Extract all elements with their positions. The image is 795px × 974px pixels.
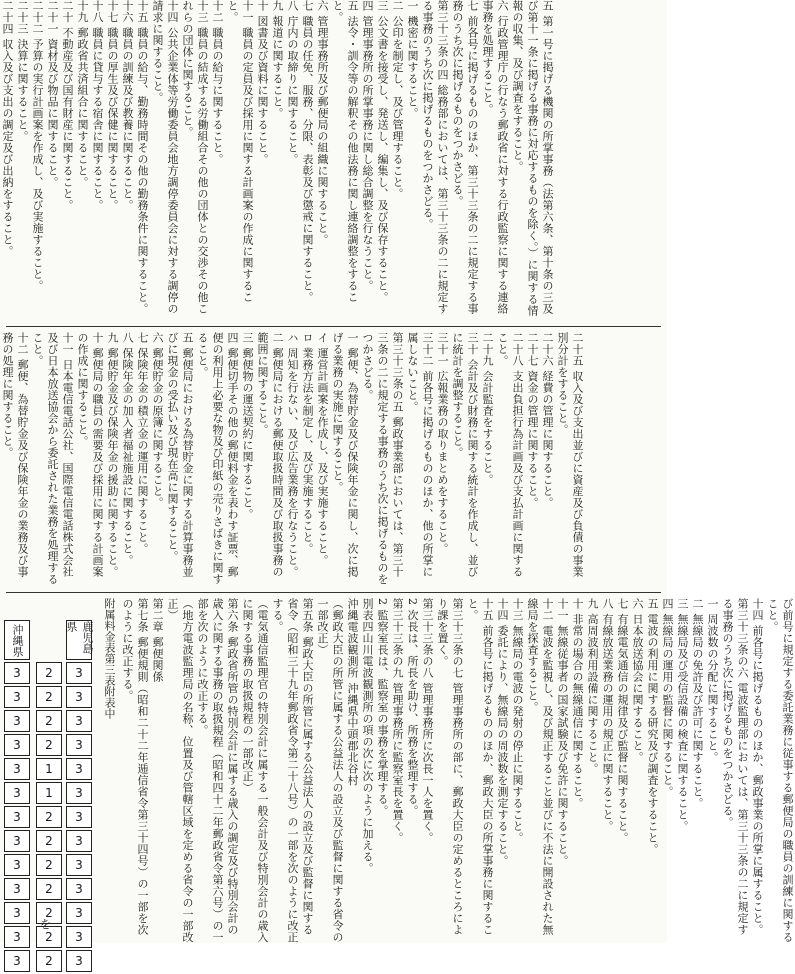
table-cell: 2 bbox=[36, 878, 62, 900]
regulation-text-top bbox=[0, 0, 667, 320]
table-cell: 1 bbox=[36, 758, 62, 780]
table-cell: 3 bbox=[4, 878, 30, 900]
table-column-b bbox=[66, 620, 94, 974]
table-column-c bbox=[4, 620, 32, 974]
table-cell: 3 bbox=[66, 758, 92, 780]
table-cell: 3 bbox=[4, 758, 30, 780]
table-cell: 2 bbox=[36, 854, 62, 876]
table-cell: 2 bbox=[36, 902, 62, 924]
table-cell: 2 bbox=[36, 830, 62, 852]
section-divider bbox=[6, 592, 661, 593]
table-cell: 1 bbox=[36, 782, 62, 804]
table-cell: 3 bbox=[4, 734, 30, 756]
appendix-fee-table bbox=[0, 598, 120, 968]
table-cell: 3 bbox=[4, 926, 30, 948]
middle-section-text: 二十五 収入及び支出並びに資産及び負債の事業別分計をすること。 二十六 経費の管理に関すること。 二十七 資金の管理に関すること。 二十八 支出負担行為計画及び支払計画に関すること。 二十九 会計監査をすること。 三十 会計及び財務に関する統計を作成し、並びに統計を調整すること。 三十一 広報業務の取りまとめをすること。 三十二 前各号に掲げるもののほか、他の所掌に属しないこと。 第三十三条の五 郵政事業部においては、第三十三条の二に規定する事務のうち次に掲げるものをつかさどる。 一 郵便、為替貯金及び保険年金に関し、次に掲げる業務の実施に関すること。 イ 運営計画案を作成し、及び実施すること。 ロ 業務方法を制定し、及び実施すること。 ハ 周知を行ない、及び広告業務を行なうこと。 二 郵便局における郵便取扱時間及び取扱事務の範囲に関すること。 三 郵便物の運送契約に関すること。 四 郵便切手その他の郵便料金を表わす証票、郵便の利用上必要な物及び印紙の売りさばきに関すること。 五 郵便局における為替貯金に関する計算事務並びに現金の受払い及び現在高に関すること。 六 郵便貯金の原簿に関すること。 七 保険年金の積立金の運用に関すること。 八 保険年金の加入者福祉施設に関すること。 九 郵便貯金及び保険年金の援助に関すること。 十 郵便局の職員の需要及び採用に関する計画案の作成に関すること。 十一 日本電信電話公社、国際電信電話株式会社及び日本放送協会から委託された業務を処理すること。 十二 郵便、為替貯金及び保険年金の業務及び事務の処理に関すること。 bbox=[1, 332, 584, 585]
table-header-left: 鹿児島県 bbox=[66, 620, 92, 660]
table-cell: 3 bbox=[66, 662, 92, 684]
table-cell: 3 bbox=[4, 854, 30, 876]
table-cell: 3 bbox=[66, 902, 92, 924]
table-cell: 3 bbox=[4, 950, 30, 972]
table-cell: 3 bbox=[4, 902, 30, 924]
table-cell: 3 bbox=[66, 926, 92, 948]
regulation-text-middle bbox=[0, 332, 667, 587]
table-cell: 2 bbox=[36, 662, 62, 684]
table-cell: 2 bbox=[36, 806, 62, 828]
table-cell: 3 bbox=[4, 686, 30, 708]
table-cell: 3 bbox=[66, 854, 92, 876]
table-cell: 3 bbox=[4, 830, 30, 852]
table-cell: 3 bbox=[66, 734, 92, 756]
table-cell: 3 bbox=[66, 782, 92, 804]
table-cell: 2 bbox=[36, 734, 62, 756]
table-cell: 3 bbox=[4, 782, 30, 804]
table-cell: 3 bbox=[4, 806, 30, 828]
table-caption: 附属料金表第三表附表中 bbox=[103, 598, 116, 719]
table-cell: 3 bbox=[66, 830, 92, 852]
top-section-text: 五 第一号に掲げる機関の所掌事務（法第六条、第十条の三及び第十一条に掲げる事務に対応するものを除く。）に関する情報の収集、及び調査をすること。 六 行政管理庁の行なう郵政省に対する行政監察に関する連絡事務を処理すること。 七 前各号に掲げるもののほか、第三十三条の二に規定する事務のうち次に掲げるものをつかさどる。 第三十三条の四 総務部においては、第三十三条の二に規定する事務のうち次に掲げるものをつかさどる。 一 機密に関すること。 二 公印を制定し、及び管理すること。 三 公文書を接受し、発送し、編集し、及び保存すること。 四 管理事務所の所掌事務に関し総合調整を行なうこと。 五 法令・訓令等の解釈その他法務に関し連絡調整をすること。 六 管理事務所及び郵便局の組織に関すること。 七 職員の任免、服務、分限、表彰及び懲戒に関すること。 八 庁内の取締りに関すること。 九 報道に関すること。 十 図書及び資料に関すること。 十一 職員の定員及び採用に関する計画案の作成に関すること。 十二 職員の給与に関すること。 十三 職員の結成する労働組合その他の団体との交渉その他これらの団体に関すること。 十四 公共企業体等労働委員会地方調停委員会に対する調停の請求に関すること。 十五 職員の給与、勤務時間その他の勤務条件に関すること。 十六 職員の訓練及び教養に関すること。 十七 職員の厚生及び保健に関すること。 十八 職員に貸与する宿舎に関すること。 十九 郵政省共済組合に関すること。 二十 不動産及び国有財産に関すること。 二十一 資材及び物品に関すること。 二十二 予算の実行計画案を作成し、及び実施すること。 二十三 決算に関すること。 二十四 収入及び支出の調定及び出納をすること。 bbox=[1, 0, 554, 317]
table-cell: 2 bbox=[36, 686, 62, 708]
regulation-text-bottom bbox=[120, 598, 794, 943]
table-cell: 3 bbox=[66, 710, 92, 732]
table-cell: 3 bbox=[4, 710, 30, 732]
table-connector: を bbox=[40, 918, 51, 931]
table-cell: 3 bbox=[66, 878, 92, 900]
section-divider bbox=[6, 326, 661, 327]
table-cell: 3 bbox=[66, 806, 92, 828]
table-header-right: 沖縄県 bbox=[4, 620, 30, 660]
table-cell: 2 bbox=[36, 926, 62, 948]
table-cell: 3 bbox=[66, 686, 92, 708]
table-cell: 2 bbox=[36, 710, 62, 732]
table-cell: 2 bbox=[36, 950, 62, 972]
bottom-section-text: び前号に規定する委託業務に従事する郵便局の職員の訓練に関すること。 十四 前各号に掲げるもののほか、郵政事業の所掌に属すること。 第三十三条の六 電波監理部においては、第三十三条の二に規定する事務のうち次に掲げるものをつかさどる。 一 周波数の分配に関すること。 二 無線局の免許及び許可に関すること。 三 無線局及び受信設備の検査に関すること。 四 無線局の運用の監督に関すること。 五 電波の利用に関する研究及び調査をすること。 六 日本放送協会に関すること。 七 有線電気通信の規律及び監督に関すること。 八 有線放送業務の運用の規正に関すること。 九 高周波利用設備に関すること。 十 非常の場合の無線通信に関すること。 十一 無線従事者の国家試験及び免許に関すること。 十二 電波を監視し、及び規正すること並びに不法に開設された無線局を探査すること。 十三 無線局の電波の発射の停止に関すること。 十四 委託により、無線局の周波数を測定すること。 十五 前各号に掲げるもののほか、郵政大臣の所掌事務に関すること。 第三十三条の七 管理事務所の部に、郵政大臣の定めるところにより課を置く。 第三十三条の八 管理事務所に次長一人を置く。 2 次長は、所長を助け、所務を整理する。 第三十三条の九 管理事務所に監察室長を置く。 2 監察室長は、監察室の事務を掌理する。 別表四山川電波観測所の項の次に次のように加える。 沖縄電波観測所 沖縄県中頭郡北谷村 （郵政大臣の所管に属する公益法人の設立及び監督に関する省令の一部改正） 第五条 郵政大臣の所管に属する公益法人の設立及び監督に関する省令（昭和三十九年郵政省令第二十八号）の一部を次のように改正する。 （電気通信監理官の特別会計に属する一般会計及び特別会計の歳入に関する事務の取扱規程の一部改正） 第六条 郵政省所管の特別会計に属する歳入の調定及び特別会計の歳入に関する事務の取扱規程（昭和四十二年郵政省令第六号）の一部を次のように改正する。 （地方電波監理局の名称、位置及び管轄区域を定める省令の一部改正） 第二章 郵便関係 第七条 郵便規則（昭和二十二年逓信省令第三十四号）の一部を次のように改正する。 bbox=[121, 598, 794, 943]
table-cell: 3 bbox=[4, 662, 30, 684]
table-cell: 3 bbox=[66, 950, 92, 972]
